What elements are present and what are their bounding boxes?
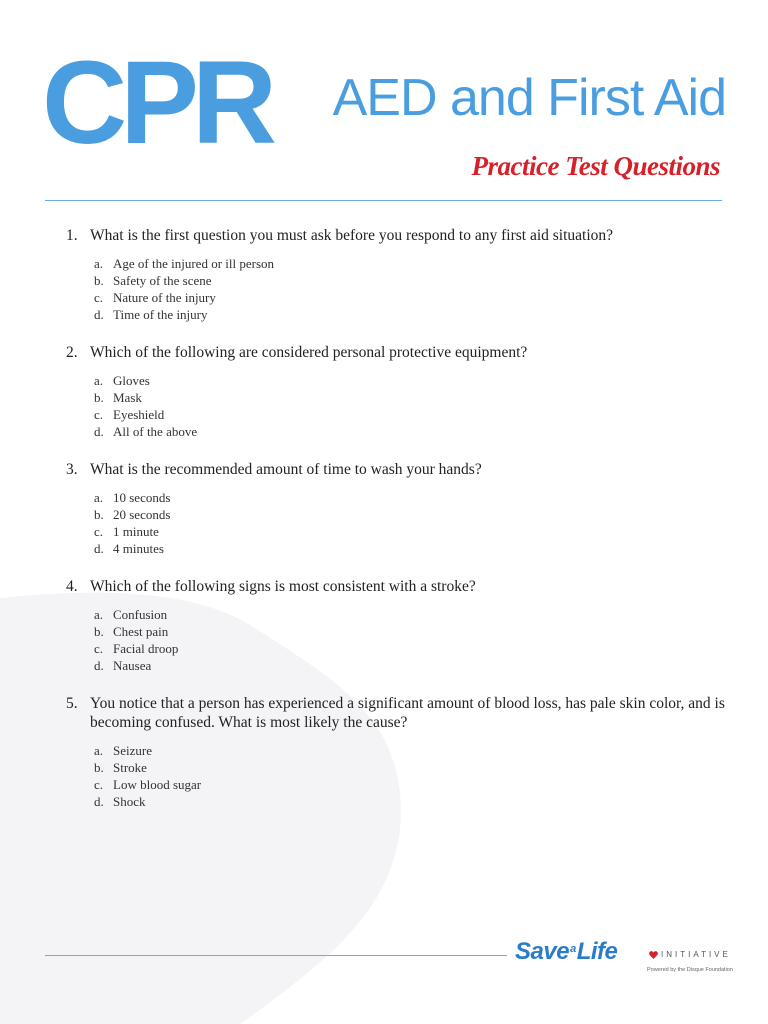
question-text: You notice that a person has experienced a significant amount of blood loss, has pale skin color, and is becoming confused. What is most likely the cause? <box>90 695 725 731</box>
question-row <box>66 343 726 362</box>
option-letter: b. <box>94 273 104 288</box>
answer-options <box>94 742 726 810</box>
question-text: What is the first question you must ask before you respond to any first aid situation? <box>90 227 614 244</box>
question-text: What is the recommended amount of time to wash your hands? <box>90 461 482 478</box>
answer-option <box>94 793 726 810</box>
answer-options <box>94 372 726 440</box>
question-row <box>66 577 726 596</box>
option-letter: c. <box>94 641 104 656</box>
answer-option <box>94 389 726 406</box>
answer-option <box>94 489 726 506</box>
answer-option <box>94 776 726 793</box>
question-number: 1. <box>66 227 78 244</box>
question-list <box>66 226 726 830</box>
heart-icon <box>649 951 658 959</box>
option-text: Stroke <box>113 760 147 775</box>
logo-life: Life <box>576 938 618 965</box>
question-5 <box>66 694 726 810</box>
top-divider <box>45 200 722 201</box>
option-letter: a. <box>94 490 104 505</box>
option-letter: b. <box>94 760 104 775</box>
option-text: 20 seconds <box>113 507 171 522</box>
question-text: Which of the following are considered personal protective equipment? <box>90 344 528 361</box>
answer-option <box>94 406 726 423</box>
answer-options <box>94 255 726 323</box>
answer-option <box>94 255 726 272</box>
answer-option <box>94 623 726 640</box>
option-text: Eyeshield <box>113 407 165 422</box>
option-letter: c. <box>94 290 104 305</box>
question-row <box>66 694 726 732</box>
save-a-life-logo <box>515 938 733 980</box>
question-row <box>66 460 726 479</box>
option-text: Mask <box>113 390 142 405</box>
option-text: Facial droop <box>113 641 179 656</box>
title-cpr: CPR <box>42 37 271 169</box>
question-3 <box>66 460 726 557</box>
answer-option <box>94 272 726 289</box>
answer-option <box>94 289 726 306</box>
question-number: 3. <box>66 461 78 478</box>
option-letter: a. <box>94 743 104 758</box>
option-letter: a. <box>94 607 104 622</box>
option-text: Chest pain <box>113 624 169 639</box>
option-letter: a. <box>94 256 104 271</box>
option-text: Confusion <box>113 607 168 622</box>
answer-option <box>94 759 726 776</box>
answer-options <box>94 606 726 674</box>
option-letter: d. <box>94 794 104 809</box>
question-number: 2. <box>66 344 78 361</box>
option-letter: c. <box>94 777 104 792</box>
answer-options <box>94 489 726 557</box>
option-text: Shock <box>113 794 146 809</box>
option-text: 4 minutes <box>113 541 164 556</box>
question-4 <box>66 577 726 674</box>
option-letter: d. <box>94 424 104 439</box>
logo-initiative: INITIATIVE <box>661 950 731 959</box>
option-letter: b. <box>94 390 104 405</box>
question-row <box>66 226 726 245</box>
logo-wordmark <box>515 940 617 964</box>
option-letter: d. <box>94 307 104 322</box>
answer-option <box>94 640 726 657</box>
option-letter: b. <box>94 507 104 522</box>
question-text: Which of the following signs is most consistent with a stroke? <box>90 578 476 595</box>
option-text: Nausea <box>113 658 152 673</box>
answer-option <box>94 742 726 759</box>
answer-option <box>94 372 726 389</box>
answer-option <box>94 606 726 623</box>
option-letter: c. <box>94 524 104 539</box>
question-1 <box>66 226 726 323</box>
logo-save: Save <box>515 938 570 965</box>
option-text: Gloves <box>113 373 150 388</box>
option-text: Nature of the injury <box>113 290 216 305</box>
option-letter: c. <box>94 407 104 422</box>
answer-option <box>94 523 726 540</box>
answer-option <box>94 306 726 323</box>
option-letter: d. <box>94 541 104 556</box>
answer-option <box>94 657 726 674</box>
option-text: 10 seconds <box>113 490 171 505</box>
question-2 <box>66 343 726 440</box>
option-text: Time of the injury <box>113 307 208 322</box>
option-text: Age of the injured or ill person <box>113 256 275 271</box>
answer-option <box>94 540 726 557</box>
option-letter: d. <box>94 658 104 673</box>
bottom-divider <box>45 955 507 956</box>
logo-a: a <box>570 943 576 955</box>
logo-tagline: Powered by the Disque Foundation <box>647 967 733 973</box>
question-number: 5. <box>66 695 78 712</box>
title-aed-first-aid: AED and First Aid <box>332 69 726 127</box>
option-text: Low blood sugar <box>113 777 202 792</box>
answer-option <box>94 423 726 440</box>
subtitle: Practice Test Questions <box>471 151 720 181</box>
option-text: 1 minute <box>113 524 159 539</box>
question-number: 4. <box>66 578 78 595</box>
option-text: All of the above <box>113 424 198 439</box>
answer-option <box>94 506 726 523</box>
option-letter: b. <box>94 624 104 639</box>
option-text: Safety of the scene <box>113 273 212 288</box>
option-letter: a. <box>94 373 104 388</box>
option-text: Seizure <box>113 743 152 758</box>
